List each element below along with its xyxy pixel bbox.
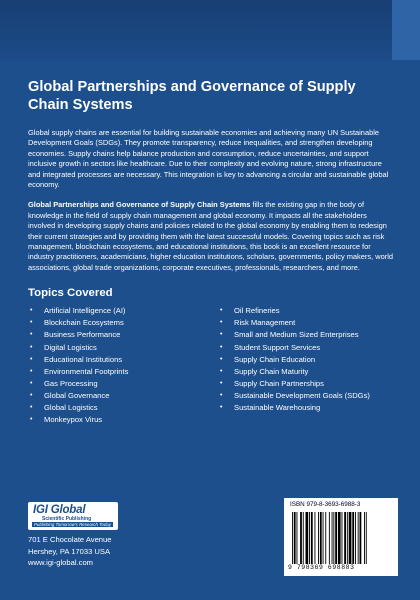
description-title-bold: Global Partnerships and Governance of Supply Chain Systems xyxy=(28,200,251,210)
topic-label: Gas Processing xyxy=(44,378,98,388)
topic-label: Global Governance xyxy=(44,390,110,400)
topic-item xyxy=(218,305,396,317)
topic-label: Risk Management xyxy=(234,318,296,328)
topic-label: Artificial Intelligence (AI) xyxy=(44,306,126,316)
topic-item xyxy=(28,329,218,341)
description-body: fills the existing gap in the body of knowledge in the field of supply chain management and global economy. It impacts all the stakeholders involved in developing supply chains and policies related to the global economy by enabling them to redesign their current strategies and by providing them with the latest successful models. Covering topics such as risk management, blockchain ecosystems, and educational institutions, this book is an excellent resource for industry practitioners, academicians, higher education institutions, scholars, governments, policy makers, world associations, global trade organizations, corporate executives, professionals, researchers, and more. xyxy=(28,200,394,272)
book-title: Global Partnerships and Governance of Supply Chain Systems xyxy=(28,79,356,113)
topic-item xyxy=(218,317,396,329)
topic-label: Business Performance xyxy=(44,330,121,340)
bullet-icon: • xyxy=(30,379,33,387)
topic-label: Blockchain Ecosystems xyxy=(44,318,124,328)
topic-item xyxy=(28,317,218,329)
bullet-icon: • xyxy=(30,319,33,327)
topic-item xyxy=(28,414,218,426)
topics-column-left xyxy=(28,305,218,426)
top-band-shade xyxy=(0,0,392,60)
barcode-digits: 9 798369 698883 xyxy=(288,564,355,571)
logo-brand-text: IGI Global xyxy=(33,504,86,516)
bullet-icon: • xyxy=(220,355,223,363)
topic-item xyxy=(218,390,396,402)
topic-label: Supply Chain Education xyxy=(234,354,316,364)
barcode-icon xyxy=(292,512,390,564)
logo-subtitle: Scientific Publishing xyxy=(42,516,92,522)
topic-label: Oil Refineries xyxy=(234,306,280,316)
topics-heading: Topics Covered xyxy=(28,287,113,300)
top-band-edge xyxy=(392,0,420,60)
top-band xyxy=(0,0,420,60)
topic-label: Educational Institutions xyxy=(44,354,123,364)
bullet-icon: • xyxy=(220,379,223,387)
topics-column-right xyxy=(218,305,396,426)
topic-label: Digital Logistics xyxy=(44,342,97,352)
topic-label: Global Logistics xyxy=(44,403,98,413)
publisher-logo xyxy=(28,502,118,530)
bullet-icon: • xyxy=(30,343,33,351)
topic-item xyxy=(218,354,396,366)
topic-item xyxy=(28,305,218,317)
topic-label: Small and Medium Sized Enterprises xyxy=(234,330,359,340)
topic-label: Sustainable Development Goals (SDGs) xyxy=(234,390,370,400)
topic-label: Sustainable Warehousing xyxy=(234,403,321,413)
topic-item xyxy=(218,342,396,354)
topic-label: Supply Chain Maturity xyxy=(234,366,309,376)
topic-label: Environmental Footprints xyxy=(44,366,129,376)
address-city: Hershey, PA 17033 USA xyxy=(28,546,111,556)
bullet-icon: • xyxy=(30,355,33,363)
topic-item xyxy=(28,366,218,378)
topic-item xyxy=(28,354,218,366)
topic-item xyxy=(28,402,218,414)
bullet-icon: • xyxy=(220,367,223,375)
topic-item xyxy=(218,402,396,414)
description-paragraph-1: Global supply chains are essential for building sustainable economies and achieving many UN Sustainable Development Goals (SDGs). They promote transparency, reduce inequalities, and strengthen developing economies. Supply chains help balance production and consumption, reduce uncertainties, and support inclusive growth in sectors like healthcare. Due to their complexity and evolving nature, strong infrastructure and integrated processes are necessary. This integration is key to advancing a circular and sustainable global economy. xyxy=(28,128,389,190)
description-paragraph-2 xyxy=(28,200,396,273)
topic-item xyxy=(28,378,218,390)
bullet-icon: • xyxy=(30,331,33,339)
bullet-icon: • xyxy=(30,416,33,424)
topic-label: Student Support Services xyxy=(234,342,321,352)
bullet-icon: • xyxy=(220,343,223,351)
bullet-icon: • xyxy=(30,404,33,412)
bullet-icon: • xyxy=(30,391,33,399)
isbn-barcode-box xyxy=(284,498,398,576)
topic-item xyxy=(218,366,396,378)
bullet-icon: • xyxy=(220,331,223,339)
publisher-website: www.igi-global.com xyxy=(28,558,93,567)
topic-item xyxy=(218,378,396,390)
logo-tagline: Publishing Tomorrow's Research Today xyxy=(34,522,111,527)
publisher-footer xyxy=(28,502,396,592)
bullet-icon: • xyxy=(220,404,223,412)
bullet-icon: • xyxy=(220,391,223,399)
publisher-address xyxy=(28,534,111,569)
bullet-icon: • xyxy=(220,319,223,327)
topics-list xyxy=(28,305,396,426)
address-street: 701 E Chocolate Avenue xyxy=(28,535,112,544)
isbn-label: ISBN 979-8-3693-6988-3 xyxy=(290,501,361,508)
bullet-icon: • xyxy=(220,307,223,315)
bullet-icon: • xyxy=(30,307,33,315)
topic-label: Monkeypox Virus xyxy=(44,415,103,425)
topic-item xyxy=(28,342,218,354)
topic-item xyxy=(28,390,218,402)
back-cover-content xyxy=(28,78,396,426)
bullet-icon: • xyxy=(30,367,33,375)
topic-label: Supply Chain Partnerships xyxy=(234,378,324,388)
topic-item xyxy=(218,329,396,341)
